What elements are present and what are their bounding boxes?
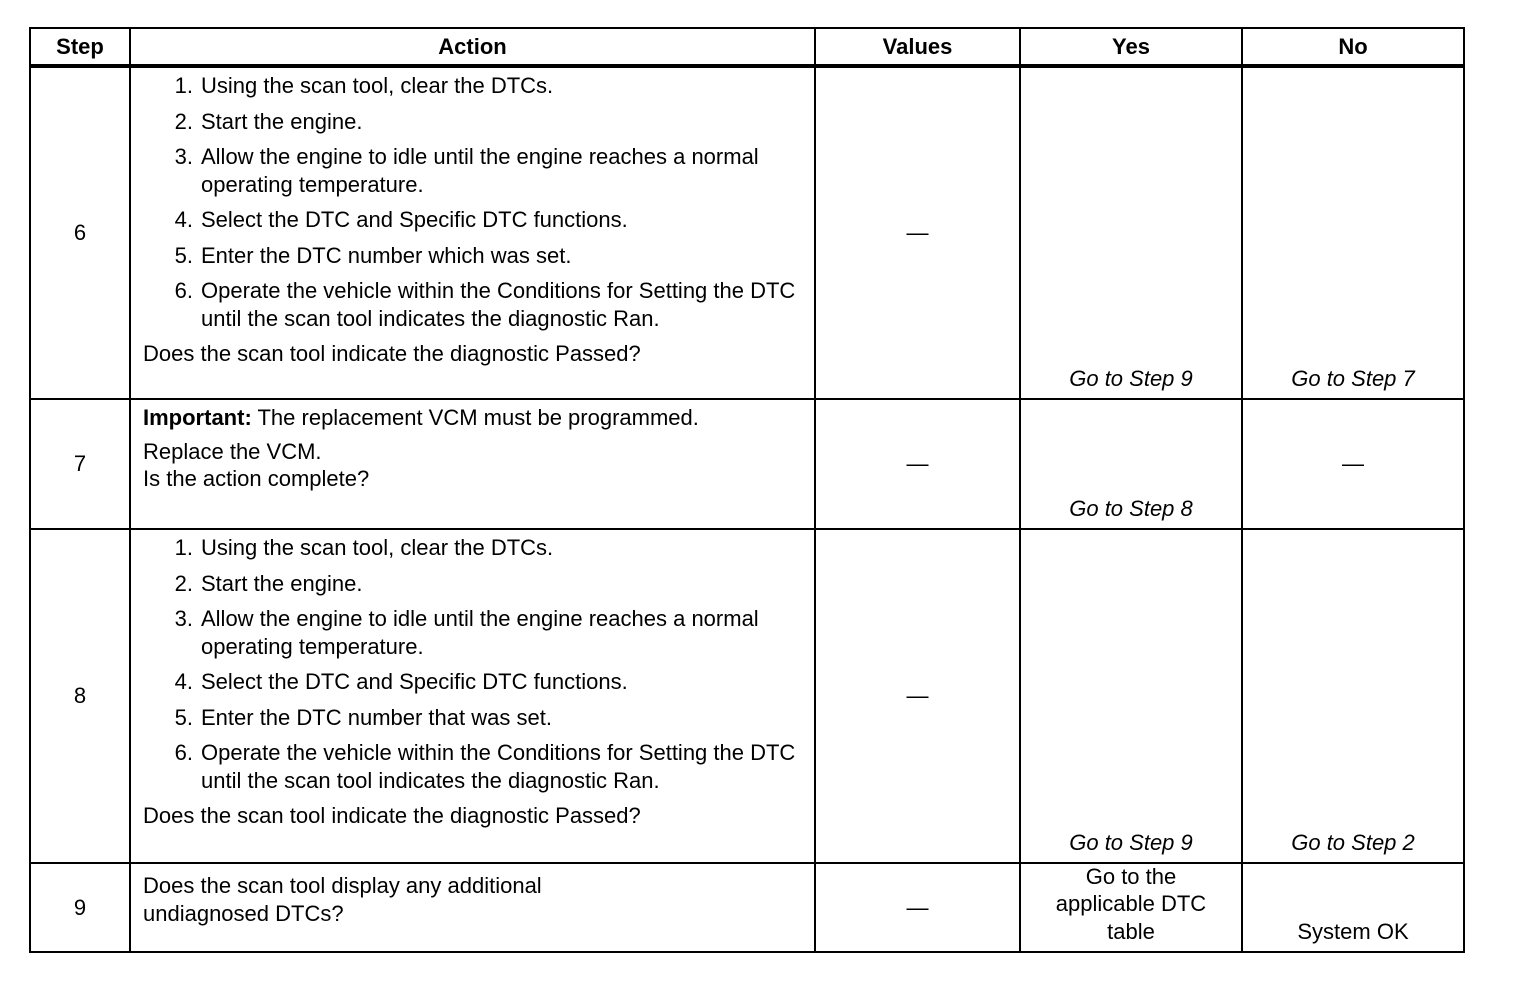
values-cell: — — [815, 529, 1020, 863]
header-no: No — [1242, 28, 1464, 66]
yes-cell — [1020, 863, 1242, 952]
action-question: Does the scan tool indicate the diagnostic Passed? — [143, 803, 641, 828]
important-note — [143, 404, 804, 432]
list-item: 1. Using the scan tool, clear the DTCs. — [174, 535, 554, 560]
table-row-step-7 — [30, 399, 1464, 529]
important-label: Important: — [143, 405, 252, 430]
list-item: 6. Operate the vehicle within the Conditions for Setting the DTC until the scan tool indicates the diagnostic Ran. — [174, 740, 796, 793]
list-item: 1. Using the scan tool, clear the DTCs. — [174, 73, 554, 98]
list-item: 4. Select the DTC and Specific DTC functions. — [174, 207, 628, 232]
action-question: Is the action complete? — [143, 466, 370, 491]
table-row-step-9 — [30, 863, 1464, 952]
yes-goto: Go to Step 9 — [1069, 829, 1193, 855]
step-number: 8 — [30, 529, 130, 863]
list-item: 3. Allow the engine to idle until the engine reaches a normal operating temperature. — [174, 144, 759, 197]
yes-goto: Go to the applicable DTC table — [1055, 863, 1207, 944]
no-cell — [1242, 66, 1464, 399]
list-item: 4. Select the DTC and Specific DTC functions. — [174, 669, 628, 694]
step-number: 9 — [30, 863, 130, 952]
yes-cell — [1020, 529, 1242, 863]
action-cell — [130, 399, 815, 529]
no-result: System OK — [1297, 918, 1409, 944]
list-item: 5. Enter the DTC number that was set. — [174, 704, 552, 730]
no-cell — [1242, 529, 1464, 863]
diagnostic-table — [29, 27, 1465, 953]
header-step: Step — [30, 28, 130, 66]
important-text: The replacement VCM must be programmed. — [251, 405, 699, 430]
list-item: 5. Enter the DTC number which was set. — [174, 242, 572, 268]
yes-goto: Go to Step 8 — [1069, 495, 1193, 521]
yes-cell — [1020, 399, 1242, 529]
list-item: 2. Start the engine. — [174, 108, 363, 134]
no-goto: Go to Step 2 — [1291, 829, 1415, 855]
values-cell: — — [815, 66, 1020, 399]
table-row-step-6 — [30, 66, 1464, 399]
action-cell — [130, 863, 815, 952]
values-cell: — — [815, 863, 1020, 952]
header-row — [30, 28, 1464, 66]
no-cell: — — [1242, 399, 1464, 529]
table-row-step-8 — [30, 529, 1464, 863]
list-item: 6. Operate the vehicle within the Conditions for Setting the DTC until the scan tool indicates the diagnostic Ran. — [174, 278, 796, 331]
yes-cell — [1020, 66, 1242, 399]
list-item: 3. Allow the engine to idle until the engine reaches a normal operating temperature. — [174, 606, 759, 659]
header-yes: Yes — [1020, 28, 1242, 66]
no-goto: Go to Step 7 — [1291, 365, 1415, 391]
action-instruction: Replace the VCM. Is the action complete? — [143, 438, 370, 491]
action-question: Does the scan tool indicate the diagnostic Passed? — [143, 341, 641, 366]
action-question: Does the scan tool display any additional undiagnosed DTCs? — [143, 873, 542, 926]
step-number: 7 — [30, 399, 130, 529]
action-list — [143, 534, 804, 794]
action-cell — [130, 66, 815, 399]
values-cell: — — [815, 399, 1020, 529]
no-cell — [1242, 863, 1464, 952]
list-item: 2. Start the engine. — [174, 570, 363, 596]
action-list — [143, 72, 804, 332]
header-action: Action — [130, 28, 815, 66]
step-number: 6 — [30, 66, 130, 399]
header-values: Values — [815, 28, 1020, 66]
action-cell — [130, 529, 815, 863]
yes-goto: Go to Step 9 — [1069, 365, 1193, 391]
